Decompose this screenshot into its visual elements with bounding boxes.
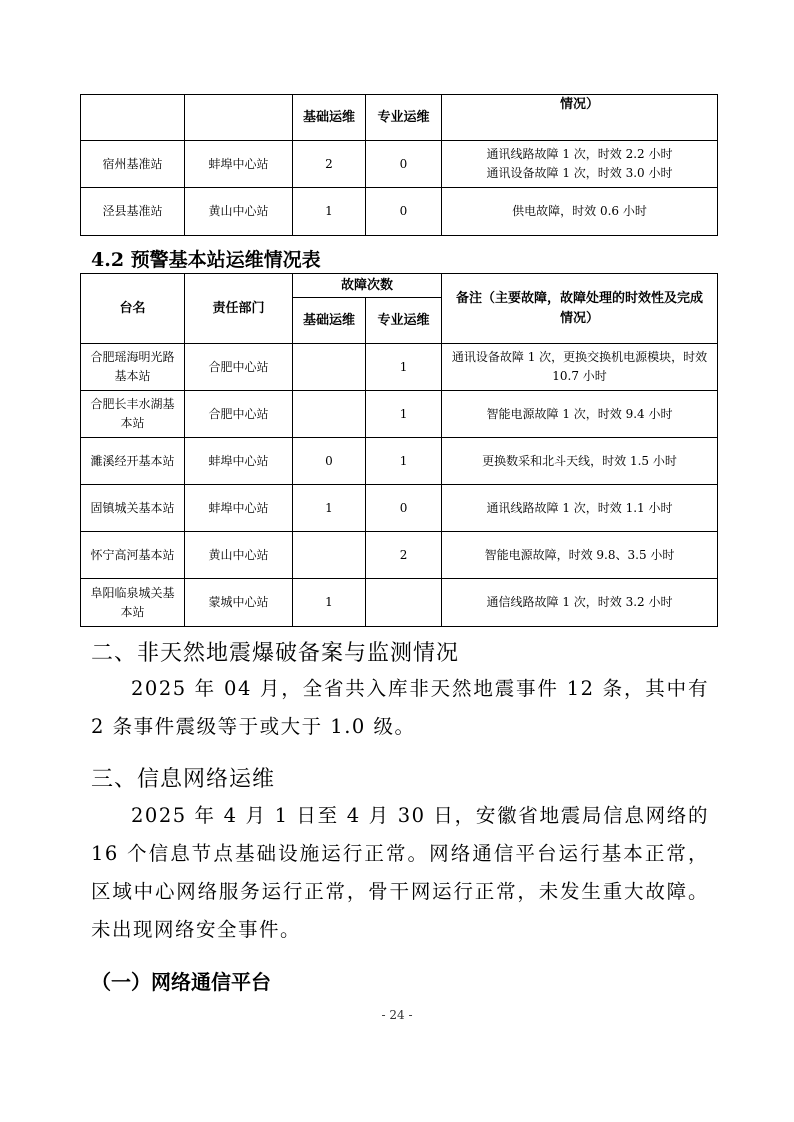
basic-count: 1: [293, 188, 366, 236]
header-responsible-dept: 责任部门: [185, 274, 293, 344]
responsible-dept: 黄山中心站: [185, 188, 293, 236]
station-name: 怀宁高河基本站: [81, 532, 185, 579]
station-name: 合肥长丰水湖基本站: [81, 391, 185, 438]
responsible-dept: 蚌埠中心站: [185, 141, 293, 188]
header-note: 情况）: [442, 95, 718, 141]
note: 更换数采和北斗天线，时效 1.5 小时: [442, 438, 718, 485]
header-cell-empty: [185, 95, 293, 141]
table-row: [81, 532, 718, 579]
basic-count: 2: [293, 141, 366, 188]
station-name: 泾县基准站: [81, 188, 185, 236]
pro-count: 0: [366, 485, 442, 532]
section-heading-2: 二、非天然地震爆破备案与监测情况: [91, 641, 460, 666]
note: 智能电源故障，时效 9.8、3.5 小时: [442, 532, 718, 579]
station-maintenance-table-continued: [80, 94, 718, 236]
responsible-dept: 蚌埠中心站: [185, 438, 293, 485]
table-row: [81, 579, 718, 627]
pro-count: 2: [366, 532, 442, 579]
responsible-dept: 蚌埠中心站: [185, 485, 293, 532]
section-2-paragraph: [91, 670, 709, 746]
responsible-dept: 合肥中心站: [185, 344, 293, 391]
section-3-text: 2025 年 4 月 1 日至 4 月 30 日，安徽省地震局信息网络的 16 个信息节点基础设施运行正常。网络通信平台运行基本正常，区域中心网络服务运行正常，骨干网运行正常，未发生重大故障。未出现网络安全事件。: [91, 804, 709, 941]
warning-station-maintenance-table: [80, 273, 718, 627]
table-header-row: [81, 274, 718, 298]
note: 智能电源故障 1 次，时效 9.4 小时: [442, 391, 718, 438]
responsible-dept: 黄山中心站: [185, 532, 293, 579]
header-pro-maintenance: 专业运维: [366, 298, 442, 344]
table-row: [81, 438, 718, 485]
note: 通讯线路故障 1 次，时效 1.1 小时: [442, 485, 718, 532]
basic-count: [293, 391, 366, 438]
header-station-name: 台名: [81, 274, 185, 344]
responsible-dept: 蒙城中心站: [185, 579, 293, 627]
header-basic-maintenance: 基础运维: [293, 298, 366, 344]
station-name: 濉溪经开基本站: [81, 438, 185, 485]
note: [442, 141, 718, 188]
table-row: [81, 188, 718, 236]
pro-count: 1: [366, 344, 442, 391]
header-fault-count: 故障次数: [293, 274, 442, 298]
section-2-text: 2025 年 04 月，全省共入库非天然地震事件 12 条，其中有 2 条事件震级等于或大于 1.0 级。: [91, 677, 709, 738]
station-name: 阜阳临泉城关基本站: [81, 579, 185, 627]
header-cell-empty: [81, 95, 185, 141]
header-note: 备注（主要故障，故障处理的时效性及完成情况）: [442, 274, 718, 344]
subheading-network-platform: （一）网络通信平台: [91, 970, 271, 994]
basic-count: 1: [293, 579, 366, 627]
note-line: 通讯线路故障 1 次，时效 2.2 小时: [486, 147, 673, 161]
station-name: 固镇城关基本站: [81, 485, 185, 532]
header-basic-maintenance: 基础运维: [293, 95, 366, 141]
basic-count: 1: [293, 485, 366, 532]
section-heading-3: 三、信息网络运维: [91, 767, 276, 792]
pro-count: [366, 579, 442, 627]
pro-count: 1: [366, 438, 442, 485]
station-name: 合肥瑶海明光路基本站: [81, 344, 185, 391]
basic-count: [293, 532, 366, 579]
table-row: [81, 391, 718, 438]
pro-count: 0: [366, 188, 442, 236]
note: 通信线路故障 1 次，时效 3.2 小时: [442, 579, 718, 627]
header-pro-maintenance: 专业运维: [366, 95, 442, 141]
table-row: [81, 344, 718, 391]
section-3-paragraph: [91, 797, 709, 949]
table-row: [81, 485, 718, 532]
table-header-row: [81, 95, 718, 141]
note: 通讯设备故障 1 次，更换交换机电源模块，时效 10.7 小时: [442, 344, 718, 391]
pro-count: 1: [366, 391, 442, 438]
pro-count: 0: [366, 141, 442, 188]
basic-count: [293, 344, 366, 391]
note-line: 通讯设备故障 1 次，时效 3.0 小时: [486, 166, 673, 180]
page-number: - 24 -: [381, 1008, 413, 1022]
section-heading-4-2: 4.2 预警基本站运维情况表: [91, 249, 321, 271]
table-row: [81, 141, 718, 188]
note: 供电故障，时效 0.6 小时: [442, 188, 718, 236]
responsible-dept: 合肥中心站: [185, 391, 293, 438]
station-name: 宿州基准站: [81, 141, 185, 188]
basic-count: 0: [293, 438, 366, 485]
